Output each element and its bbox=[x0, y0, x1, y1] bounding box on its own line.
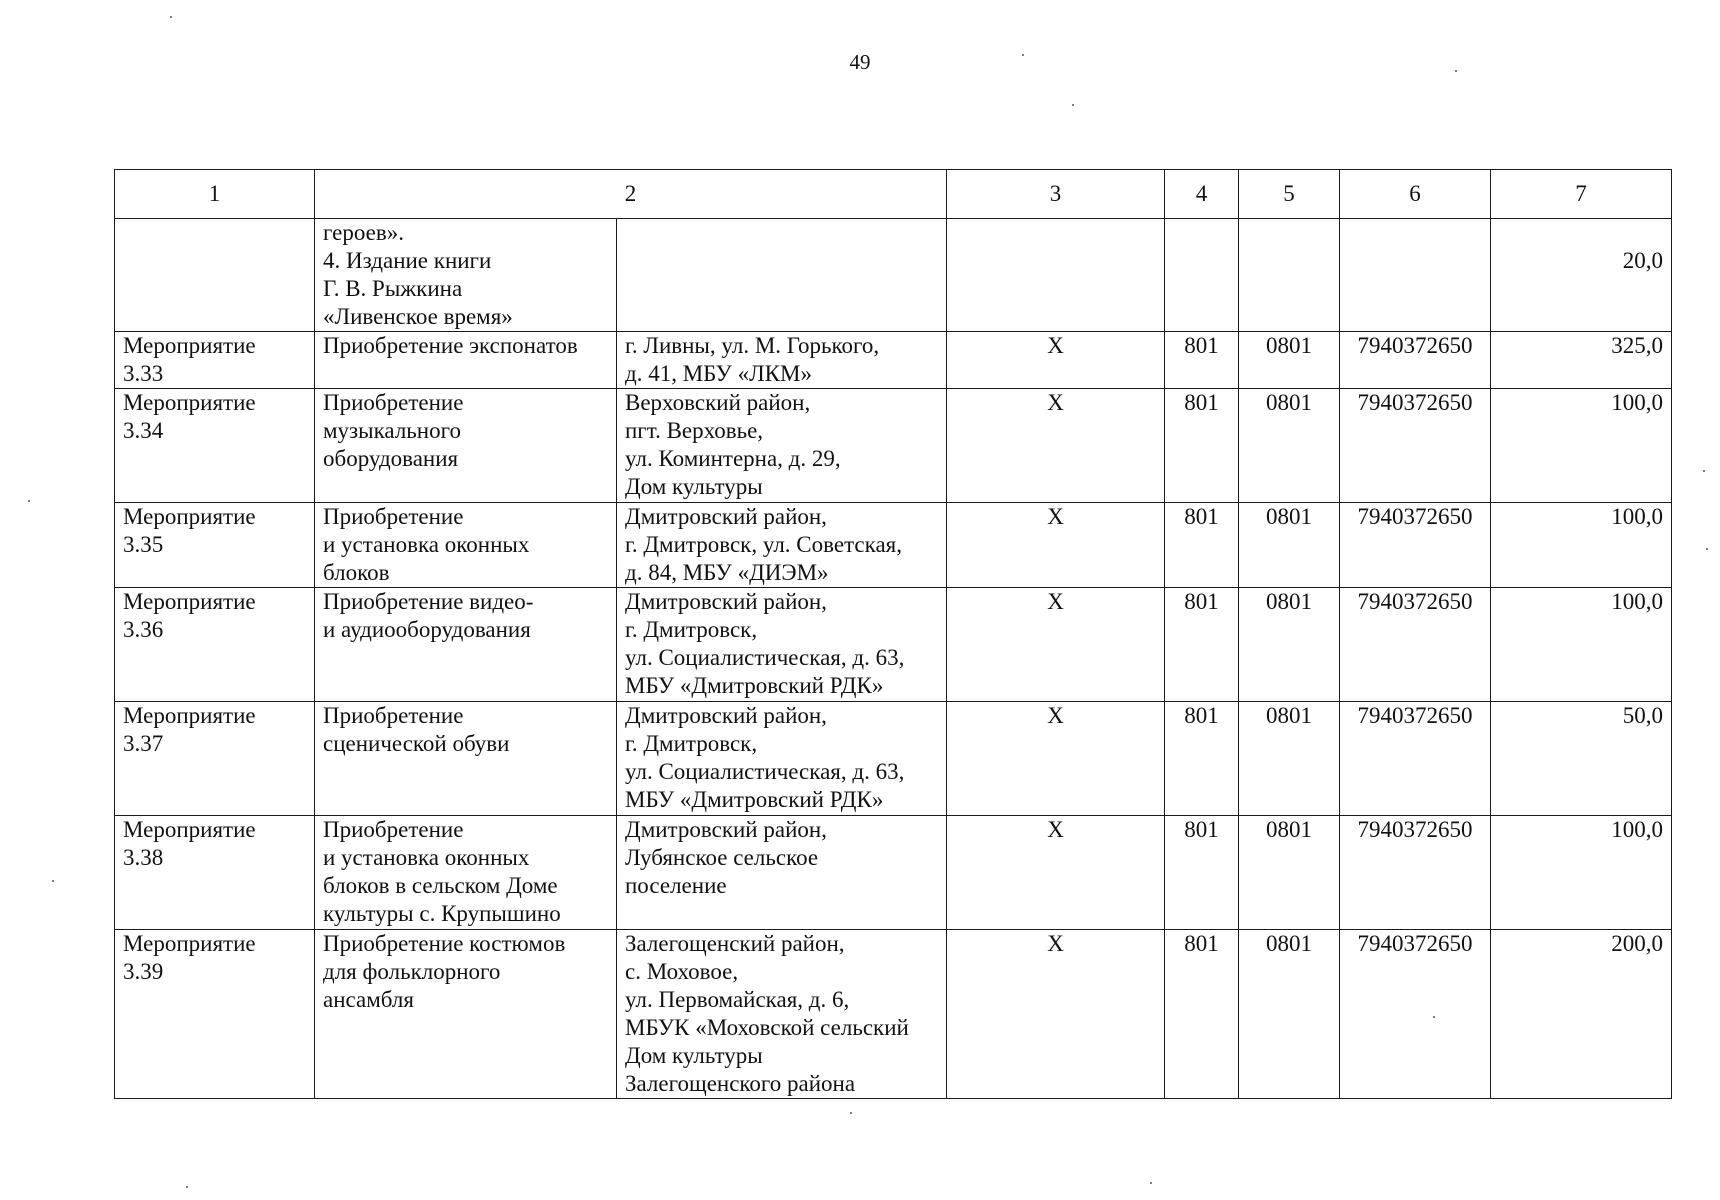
col5-cell: 0801 bbox=[1239, 389, 1340, 503]
col5-cell: 0801 bbox=[1239, 503, 1340, 588]
event-cell: Мероприятие 3.36 bbox=[115, 588, 315, 702]
col3-cell: Х bbox=[947, 816, 1165, 930]
event-cell: Мероприятие 3.37 bbox=[115, 702, 315, 816]
col3-cell: Х bbox=[947, 588, 1165, 702]
description-cell: Приобретение экспонатов bbox=[315, 332, 617, 389]
col4-cell: 801 bbox=[1165, 930, 1239, 1099]
continuation-empty-cell bbox=[1340, 219, 1491, 332]
page-number: 49 bbox=[849, 50, 871, 74]
col5-cell: 0801 bbox=[1239, 816, 1340, 930]
col3-cell: Х bbox=[947, 930, 1165, 1099]
description-cell: Приобретение и установка оконных блоков bbox=[315, 503, 617, 588]
table-row bbox=[115, 816, 1672, 930]
event-cell: Мероприятие 3.34 bbox=[115, 389, 315, 503]
location-cell: г. Ливны, ул. М. Горького, д. 41, МБУ «ЛКМ» bbox=[617, 332, 947, 389]
table-row bbox=[115, 930, 1672, 1099]
continuation-text: героев». 4. Издание книги Г. В. Рыжкина «Ливенское время» bbox=[315, 219, 617, 332]
location-cell: Дмитровский район, г. Дмитровск, ул. Социалистическая, д. 63, МБУ «Дмитровский РДК» bbox=[617, 702, 947, 816]
event-cell: Мероприятие 3.39 bbox=[115, 930, 315, 1099]
table-row bbox=[115, 503, 1672, 588]
col3-cell: Х bbox=[947, 702, 1165, 816]
col6-cell: 7940372650 bbox=[1340, 930, 1491, 1099]
header-col-4: 4 bbox=[1165, 170, 1239, 219]
table-header-row bbox=[115, 170, 1672, 219]
col5-cell: 0801 bbox=[1239, 702, 1340, 816]
header-col-2: 2 bbox=[315, 170, 947, 219]
header-col-5: 5 bbox=[1239, 170, 1340, 219]
col6-cell: 7940372650 bbox=[1340, 816, 1491, 930]
header-col-1: 1 bbox=[115, 170, 315, 219]
event-cell: Мероприятие 3.35 bbox=[115, 503, 315, 588]
col6-cell: 7940372650 bbox=[1340, 588, 1491, 702]
col4-cell: 801 bbox=[1165, 389, 1239, 503]
amount-cell: 325,0 bbox=[1491, 332, 1672, 389]
amount-cell: 50,0 bbox=[1491, 702, 1672, 816]
amount-cell: 100,0 bbox=[1491, 588, 1672, 702]
location-cell: Дмитровский район, Лубянское сельское поселение bbox=[617, 816, 947, 930]
table-row bbox=[115, 588, 1672, 702]
description-cell: Приобретение костюмов для фольклорного ансамбля bbox=[315, 930, 617, 1099]
col6-cell: 7940372650 bbox=[1340, 332, 1491, 389]
amount-cell: 100,0 bbox=[1491, 503, 1672, 588]
header-col-7: 7 bbox=[1491, 170, 1672, 219]
col6-cell: 7940372650 bbox=[1340, 503, 1491, 588]
continuation-amount: 20,0 bbox=[1491, 219, 1672, 332]
header-col-6: 6 bbox=[1340, 170, 1491, 219]
table-row bbox=[115, 389, 1672, 503]
col4-cell: 801 bbox=[1165, 588, 1239, 702]
continuation-row bbox=[115, 219, 1672, 332]
continuation-empty-cell bbox=[115, 219, 315, 332]
col4-cell: 801 bbox=[1165, 702, 1239, 816]
table-row bbox=[115, 702, 1672, 816]
location-cell: Залегощенский район, с. Моховое, ул. Первомайская, д. 6, МБУК «Моховской сельский Дом культуры Залегощенского района bbox=[617, 930, 947, 1099]
col3-cell: Х bbox=[947, 332, 1165, 389]
continuation-empty-cell bbox=[947, 219, 1165, 332]
budget-table bbox=[114, 169, 1672, 1099]
location-cell: Верховский район, пгт. Верховье, ул. Коминтерна, д. 29, Дом культуры bbox=[617, 389, 947, 503]
col4-cell: 801 bbox=[1165, 332, 1239, 389]
location-cell: Дмитровский район, г. Дмитровск, ул. Советская, д. 84, МБУ «ДИЭМ» bbox=[617, 503, 947, 588]
col3-cell: Х bbox=[947, 503, 1165, 588]
col6-cell: 7940372650 bbox=[1340, 389, 1491, 503]
amount-cell: 100,0 bbox=[1491, 816, 1672, 930]
col5-cell: 0801 bbox=[1239, 588, 1340, 702]
header-col-3: 3 bbox=[947, 170, 1165, 219]
continuation-empty-cell bbox=[1165, 219, 1239, 332]
col3-cell: Х bbox=[947, 389, 1165, 503]
col5-cell: 0801 bbox=[1239, 930, 1340, 1099]
location-cell: Дмитровский район, г. Дмитровск, ул. Социалистическая, д. 63, МБУ «Дмитровский РДК» bbox=[617, 588, 947, 702]
continuation-empty-cell bbox=[617, 219, 947, 332]
description-cell: Приобретение музыкального оборудования bbox=[315, 389, 617, 503]
col5-cell: 0801 bbox=[1239, 332, 1340, 389]
amount-cell: 100,0 bbox=[1491, 389, 1672, 503]
col4-cell: 801 bbox=[1165, 503, 1239, 588]
col6-cell: 7940372650 bbox=[1340, 702, 1491, 816]
event-cell: Мероприятие 3.33 bbox=[115, 332, 315, 389]
description-cell: Приобретение видео- и аудиооборудования bbox=[315, 588, 617, 702]
col4-cell: 801 bbox=[1165, 816, 1239, 930]
description-cell: Приобретение сценической обуви bbox=[315, 702, 617, 816]
amount-cell: 200,0 bbox=[1491, 930, 1672, 1099]
continuation-empty-cell bbox=[1239, 219, 1340, 332]
table-row bbox=[115, 332, 1672, 389]
event-cell: Мероприятие 3.38 bbox=[115, 816, 315, 930]
description-cell: Приобретение и установка оконных блоков в сельском Доме культуры с. Крупышино bbox=[315, 816, 617, 930]
